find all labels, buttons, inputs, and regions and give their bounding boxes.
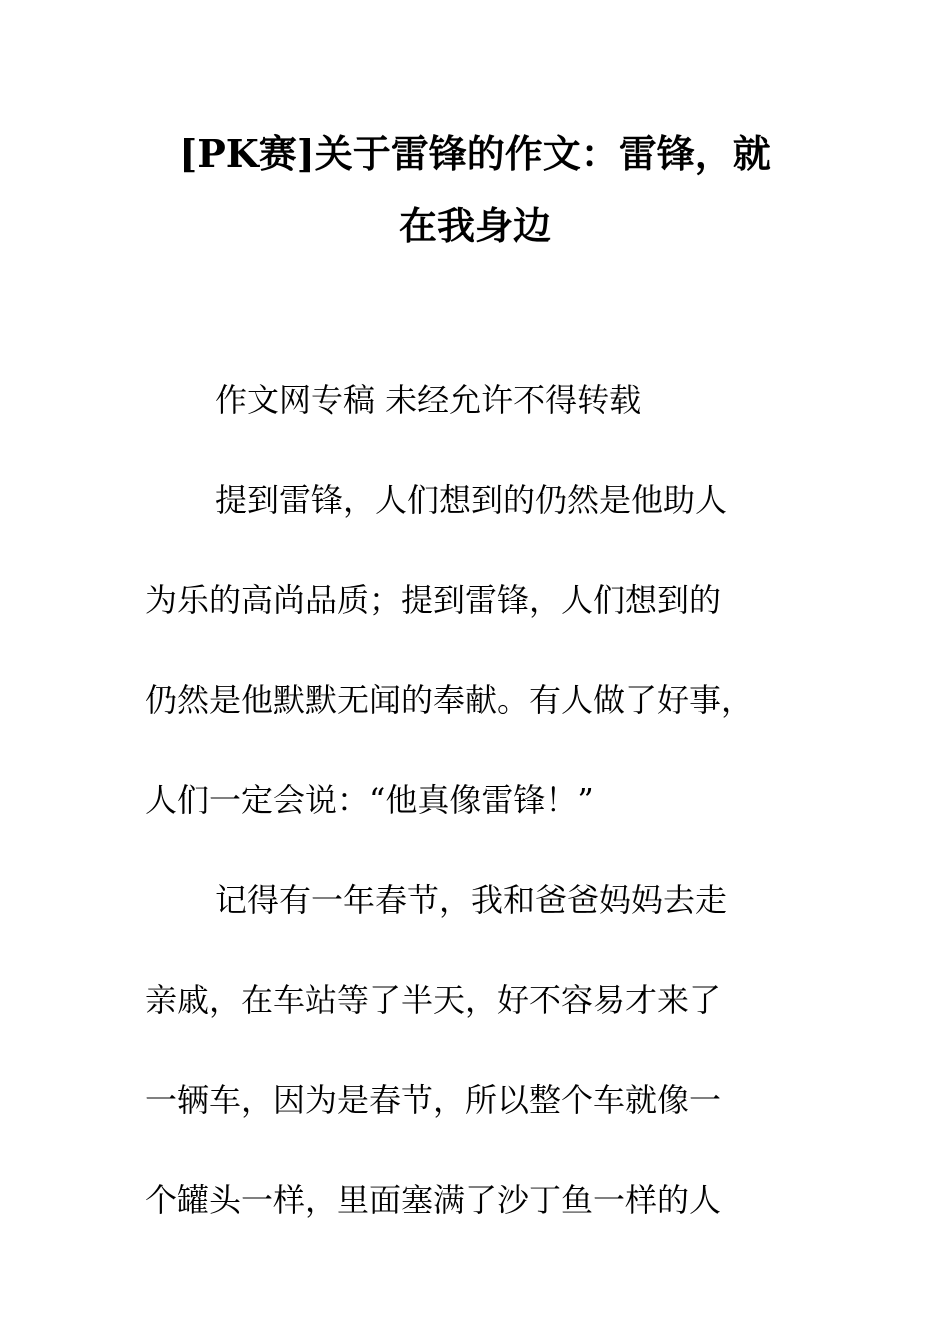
- copyright-notice: 作文网专稿 未经允许不得转载: [215, 381, 642, 419]
- title-line-1: [PK赛]关于雷锋的作文：雷锋，就: [179, 131, 771, 176]
- paragraph-1-line-4: 人们一定会说：“他真像雷锋！”: [145, 781, 594, 819]
- paragraph-1-line-2: 为乐的高尚品质；提到雷锋，人们想到的: [145, 581, 722, 619]
- paragraph-2-line-4: 个罐头一样，里面塞满了沙丁鱼一样的人: [145, 1181, 722, 1219]
- paragraph-1-line-3: 仍然是他默默无闻的奉献。有人做了好事，: [145, 681, 754, 719]
- title-line-2: 在我身边: [398, 203, 551, 248]
- paragraph-2-line-3: 一辆车，因为是春节，所以整个车就像一: [145, 1081, 722, 1119]
- document-body: [145, 350, 805, 1250]
- paragraph-2-line-2: 亲戚，在车站等了半天，好不容易才来了: [145, 981, 722, 1019]
- paragraph-2-line-1: 记得有一年春节，我和爸爸妈妈去走: [215, 881, 728, 919]
- document-title: [145, 118, 805, 262]
- paragraph-1-line-1: 提到雷锋，人们想到的仍然是他助人: [215, 481, 728, 519]
